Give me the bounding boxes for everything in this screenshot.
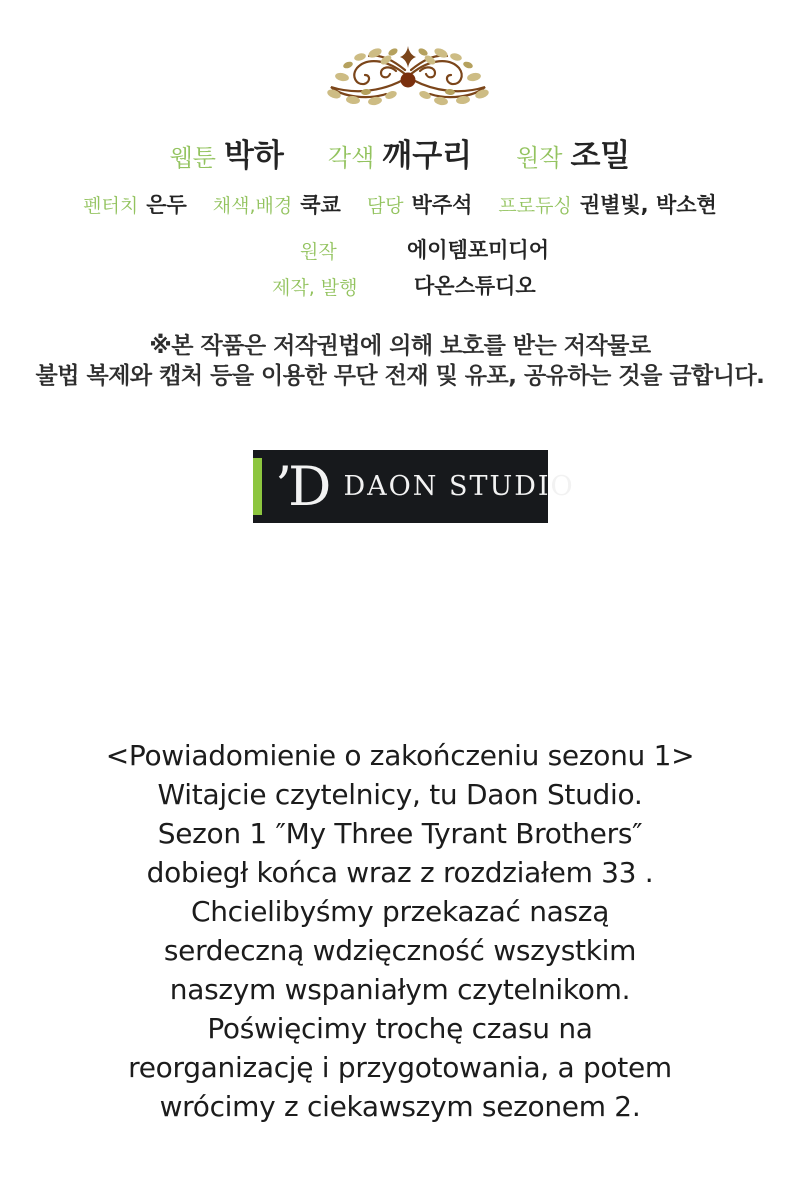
credit-original [516, 130, 630, 175]
credit-role-label: 원작 [516, 144, 563, 172]
announcement-line: reorganizację i przygotowania, a potem [128, 1051, 672, 1084]
credit-role-label: 펜터치 [83, 195, 139, 217]
credit-adaptation [328, 130, 472, 175]
copyright-notice [0, 331, 800, 391]
announcement-line: <Powiadomienie o zakończeniu sezonu 1> [105, 739, 695, 772]
announcement-line: Sezon 1 ″My Three Tyrant Brothers″ [157, 817, 643, 850]
copyright-line-1: ※본 작품은 저작권법에 의해 보호를 받는 저작물로 [149, 333, 651, 359]
announcement-line: Chcielibyśmy przekazać naszą [190, 895, 610, 928]
announcement-line: dobiegł końca wraz z rozdziałem 33 . [146, 856, 654, 889]
logo-wordmark: DAON STUDIO [343, 471, 575, 502]
copyright-line-2: 불법 복제와 캡처 등을 이용한 무단 전재 및 유포, 공유하는 것을 금합니다. [35, 363, 765, 389]
credit-webtoon [170, 130, 284, 175]
credit-person-name: 쿡쿄 [300, 193, 341, 217]
credit-role-label: 프로듀싱 [498, 195, 572, 217]
logo-accent-stripe [253, 458, 262, 515]
credit-manager [367, 189, 473, 219]
credit-person-name: 권별빛, 박소현 [579, 193, 717, 217]
credit-person-name: 깨구리 [382, 138, 473, 174]
daon-studio-logo [253, 450, 575, 523]
credit-coloring-background [213, 189, 341, 219]
credits-row-secondary [0, 189, 800, 219]
credit-role-label: 각색 [327, 144, 375, 172]
credits-row-primary [0, 130, 800, 175]
logo-d-monogram-icon: ’D [275, 454, 328, 518]
announcement-line: Poświęcimy trochę czasu na [207, 1012, 593, 1045]
credit-company-original-work: 에이템포미디어 [407, 238, 550, 262]
credit-role-label-original-work: 원작 [300, 241, 337, 263]
credit-role-label-production-publishing: 제작, 발행 [272, 277, 358, 299]
credit-person-name: 은두 [146, 193, 187, 217]
credit-producing [498, 189, 716, 219]
credit-person-name: 박하 [223, 138, 284, 174]
credit-person-name: 박주석 [411, 193, 473, 217]
credit-role-label: 웹툰 [169, 144, 216, 172]
credit-pen-touch [83, 189, 187, 219]
credit-role-label: 담당 [366, 195, 404, 217]
credit-company-production: 다온스튜디오 [414, 274, 536, 298]
credit-role-label: 채색,배경 [212, 195, 293, 217]
announcement-line: serdeczną wdzięczność wszystkim [163, 934, 637, 967]
announcement-line: wrócimy z ciekawszym sezonem 2. [159, 1090, 641, 1123]
announcement-line: Witajcie czytelnicy, tu Daon Studio. [157, 778, 643, 811]
season-end-announcement [0, 736, 800, 1126]
decorative-flourish-icon [322, 44, 494, 108]
announcement-line: naszym wspaniałym czytelnikom. [169, 973, 631, 1006]
credit-person-name: 조밀 [570, 138, 631, 174]
